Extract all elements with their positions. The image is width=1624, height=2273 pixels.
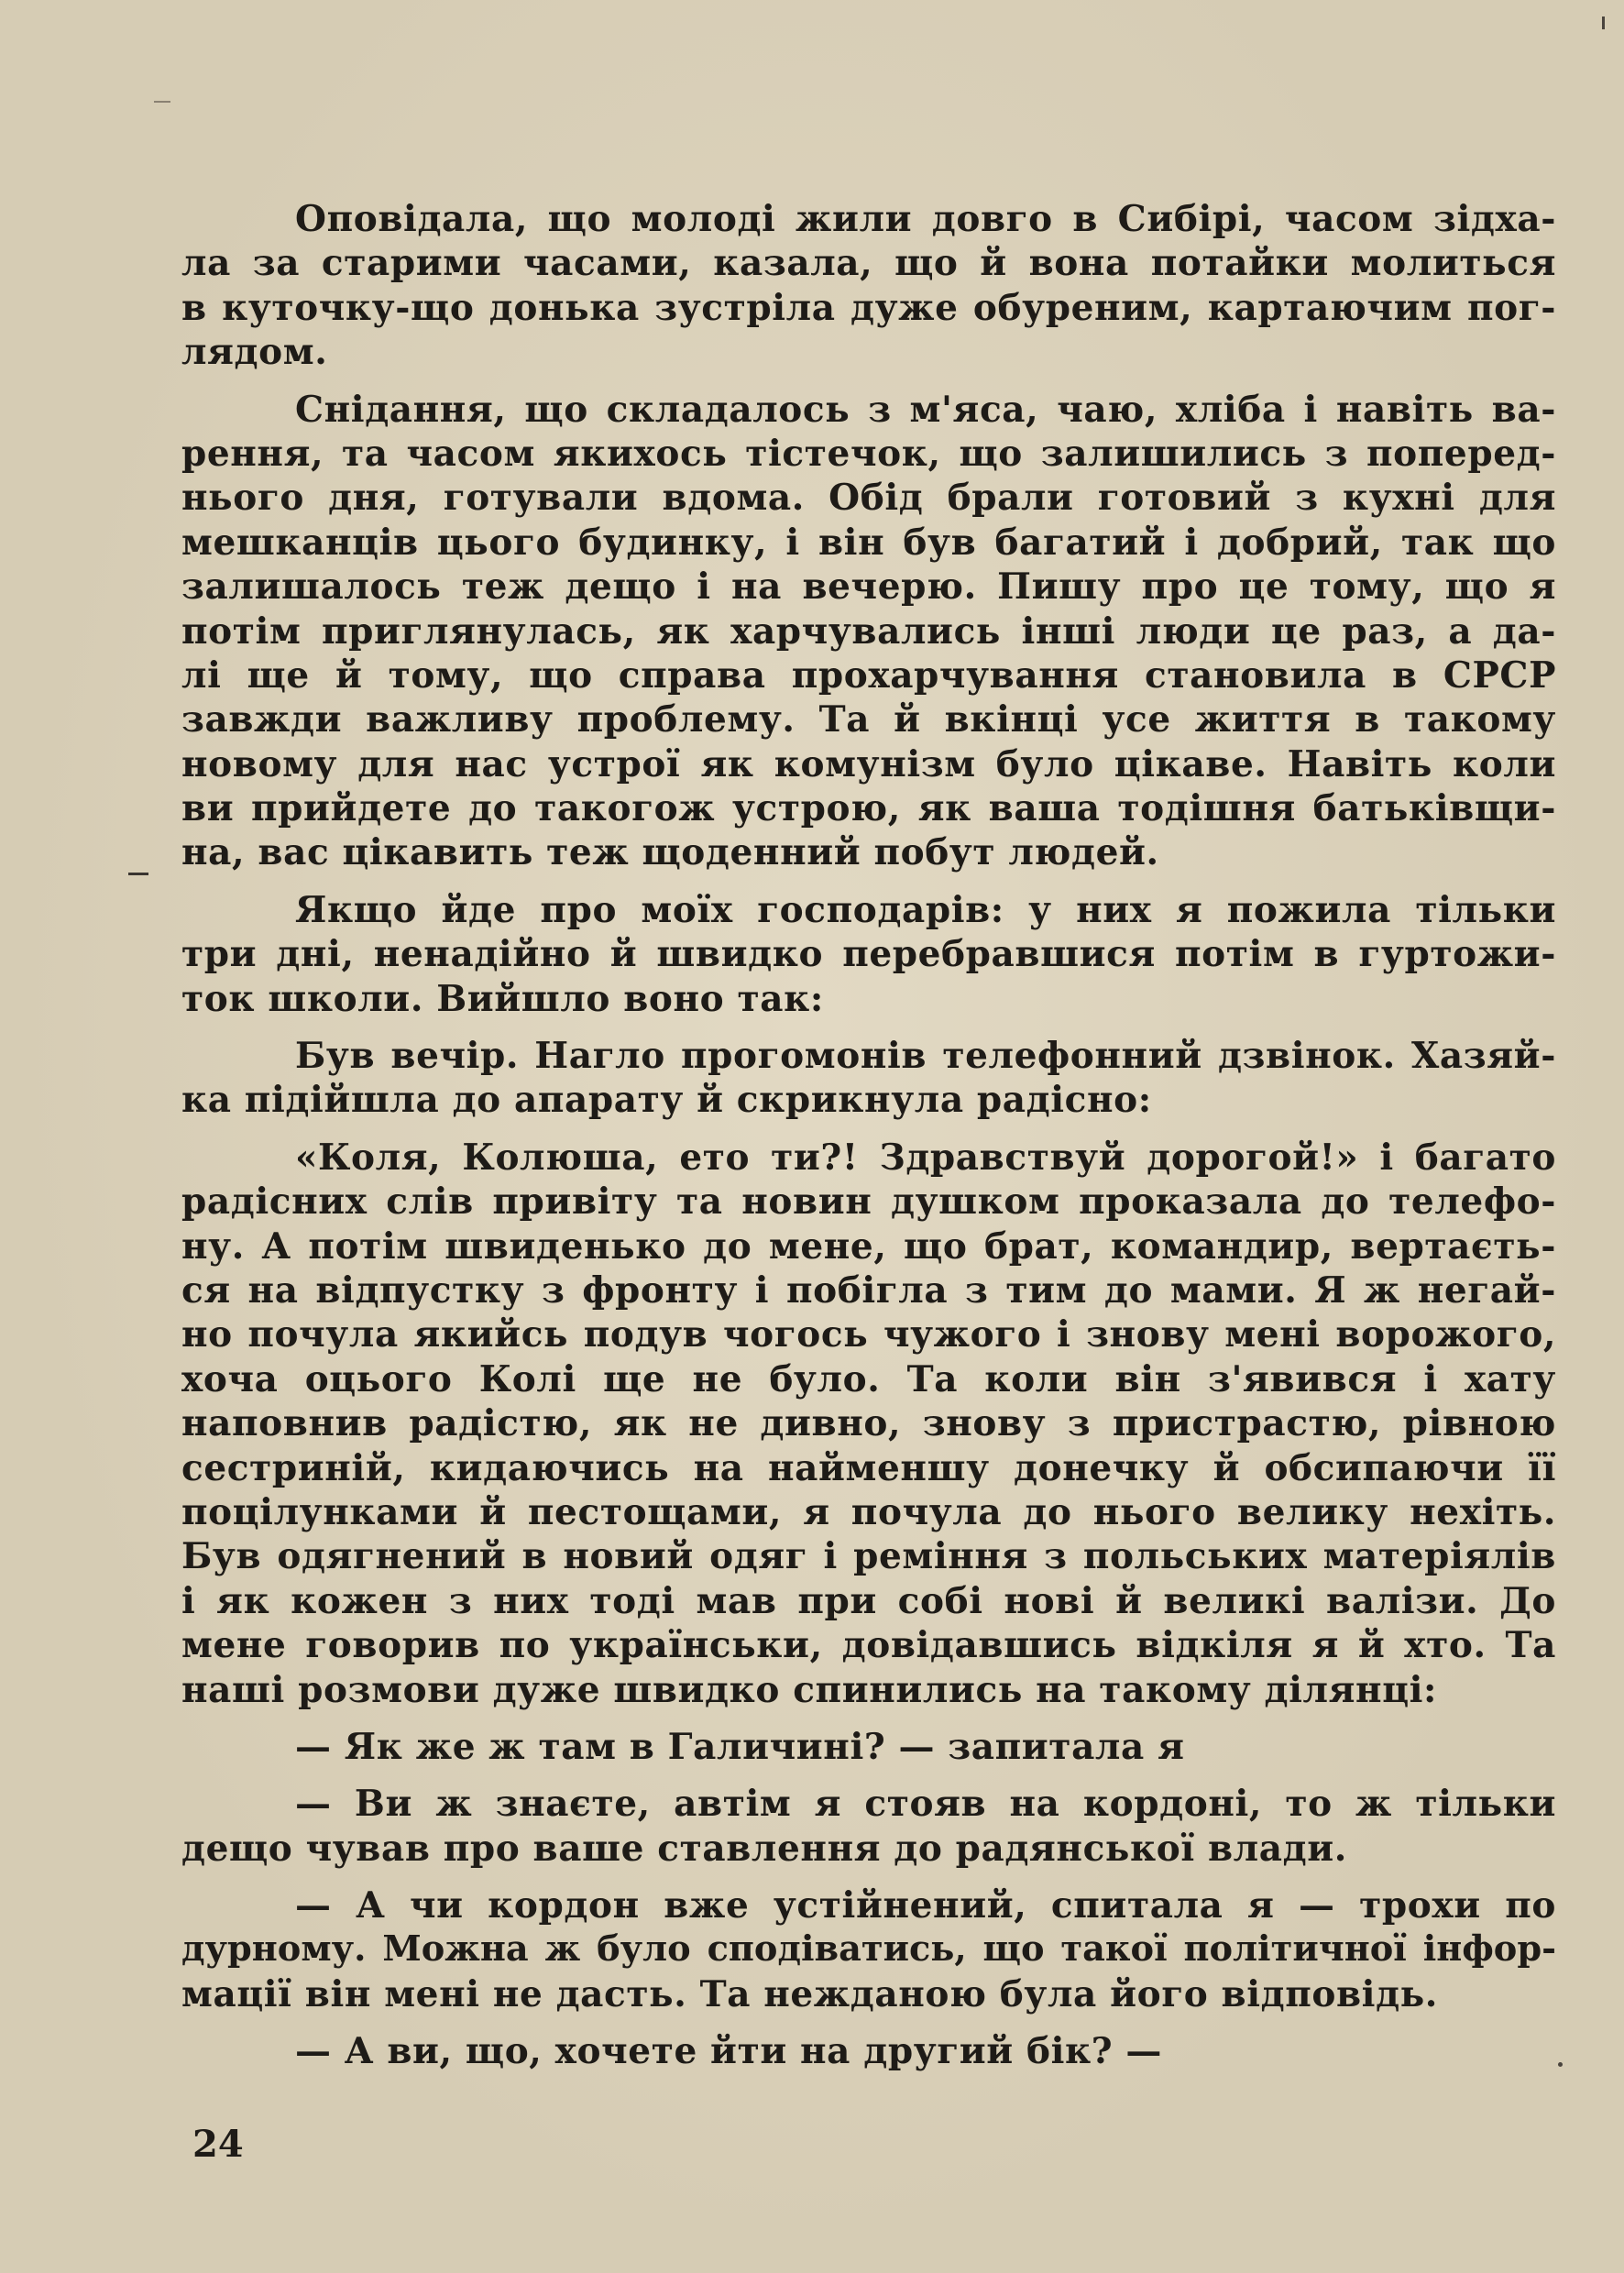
text-line: поцілунками й пестощами, я почула до нього велику нехіть.: [181, 1490, 1556, 1533]
text-line: нього дня, готували вдома. Обід брали готовий з кухні для: [181, 477, 1556, 520]
text-line: рення, та часом якихось тістечок, що залишились з поперед-: [181, 432, 1556, 475]
paragraph-gap: [181, 2016, 1556, 2029]
paragraph-gap: [181, 1871, 1556, 1883]
paragraph-gap: [181, 1123, 1556, 1136]
text-line: радісних слів привіту та новин душком проказала до телефо-: [181, 1180, 1556, 1224]
paragraph-gap: [181, 1021, 1556, 1034]
text-line: дурному. Можна ж було сподіватись, що такої політичної інфор-: [181, 1928, 1556, 1971]
text-line: потім приглянулась, як харчувались інші люди це раз, а да-: [181, 609, 1556, 653]
text-line: сестриній, кидаючись на найменшу донечку й обсипаючи її: [181, 1446, 1556, 1489]
text-line: наші розмови дуже швидко спинились на такому ділянці:: [181, 1668, 1438, 1711]
text-line: і як кожен з них тоді мав при собі нові й великі валізи. До: [181, 1579, 1556, 1622]
scan-dot: [1558, 2062, 1563, 2067]
text-line: мації він мені не дасть. Та нежданою була його відповідь.: [181, 1972, 1438, 2015]
text-line: в куточку-що донька зустріла дуже обуреним, картаючим пог-: [181, 286, 1556, 329]
text-line: наповнив радістю, як не дивно, знову з пристрастю, рівною: [181, 1402, 1556, 1445]
text-line: ка підійшла до апарату й скрикнула радісно:: [181, 1079, 1152, 1122]
paragraph-gap: [181, 875, 1556, 888]
text-line: лі ще й тому, що справа прохарчування становила в СРСР: [181, 653, 1556, 697]
paragraph-gap: [181, 1712, 1556, 1725]
text-line: — Як же ж там в Галичині? — запитала я: [295, 1725, 1185, 1768]
text-line: завжди важливу проблему. Та й вкінці усе життя в такому: [181, 698, 1556, 741]
text-line: — Ви ж знаєте, автім я стояв на кордоні, то ж тільки: [295, 1783, 1556, 1826]
margin-dash-mark: [128, 873, 148, 875]
text-line: дещо чував про ваше ставлення до радянської влади.: [181, 1827, 1347, 1870]
text-line: — А чи кордон вже устійнений, спитала я — трохи по: [295, 1884, 1556, 1927]
text-line: хоча оцього Колі ще не було. Та коли він з'явився і хату: [181, 1357, 1556, 1400]
paragraph-gap: [181, 1769, 1556, 1782]
text-line: ну. А потім швиденько до мене, що брат, командир, вертаєть-: [181, 1224, 1556, 1268]
scan-dash: [154, 101, 170, 103]
text-line: Якщо йде про моїх господарів: у них я пожила тільки: [295, 888, 1556, 931]
body-text: [181, 197, 1556, 2074]
text-line: но почула якийсь подув чогось чужого і знову мені ворожого,: [181, 1313, 1556, 1356]
text-line: ла за старими часами, казала, що й вона потайки молиться: [181, 242, 1556, 285]
text-line: залишалось теж дещо і на вечерю. Пишу про це тому, що я: [181, 566, 1556, 609]
text-line: ток школи. Вийшло воно так:: [181, 977, 824, 1020]
text-line: лядом.: [181, 331, 328, 374]
text-line: — А ви, що, хочете йти на другий бік? —: [295, 2030, 1163, 2073]
text-line: Був вечір. Нагло прогомонів телефонний дзвінок. Хазяй-: [295, 1035, 1556, 1078]
text-line: мене говорив по українськи, довідавшись відкіля я й хто. Та: [181, 1624, 1556, 1667]
page-number: 24: [192, 2123, 244, 2166]
text-line: Оповідала, що молоді жили довго в Сибірі, часом зідха-: [295, 198, 1556, 240]
text-line: Був одягнений в новий одяг і реміння з польських матеріялів: [181, 1535, 1556, 1578]
text-line: новому для нас устрої як комунізм було цікаве. Навіть коли: [181, 742, 1556, 785]
text-line: ся на відпустку з фронту і побігла з тим до мами. Я ж негай-: [181, 1268, 1556, 1312]
text-line: «Коля, Колюша, ето ти?! Здравствуй дорогой!» і багато: [295, 1136, 1556, 1179]
text-line: ви прийдете до такогож устрою, як ваша тодішня батьківщи-: [181, 787, 1556, 830]
text-line: три дні, ненадійно й швидко перебравшися потім в гуртожи-: [181, 933, 1556, 976]
text-line: мешканців цього будинку, і він був багатий і добрий, так що: [181, 521, 1556, 564]
text-line: на, вас цікавить теж щоденний побут людей.: [181, 831, 1159, 874]
scan-mark: [1602, 16, 1605, 29]
paragraph-gap: [181, 375, 1556, 388]
text-line: Снідання, що складалось з м'яса, чаю, хліба і навіть ва-: [295, 388, 1556, 431]
